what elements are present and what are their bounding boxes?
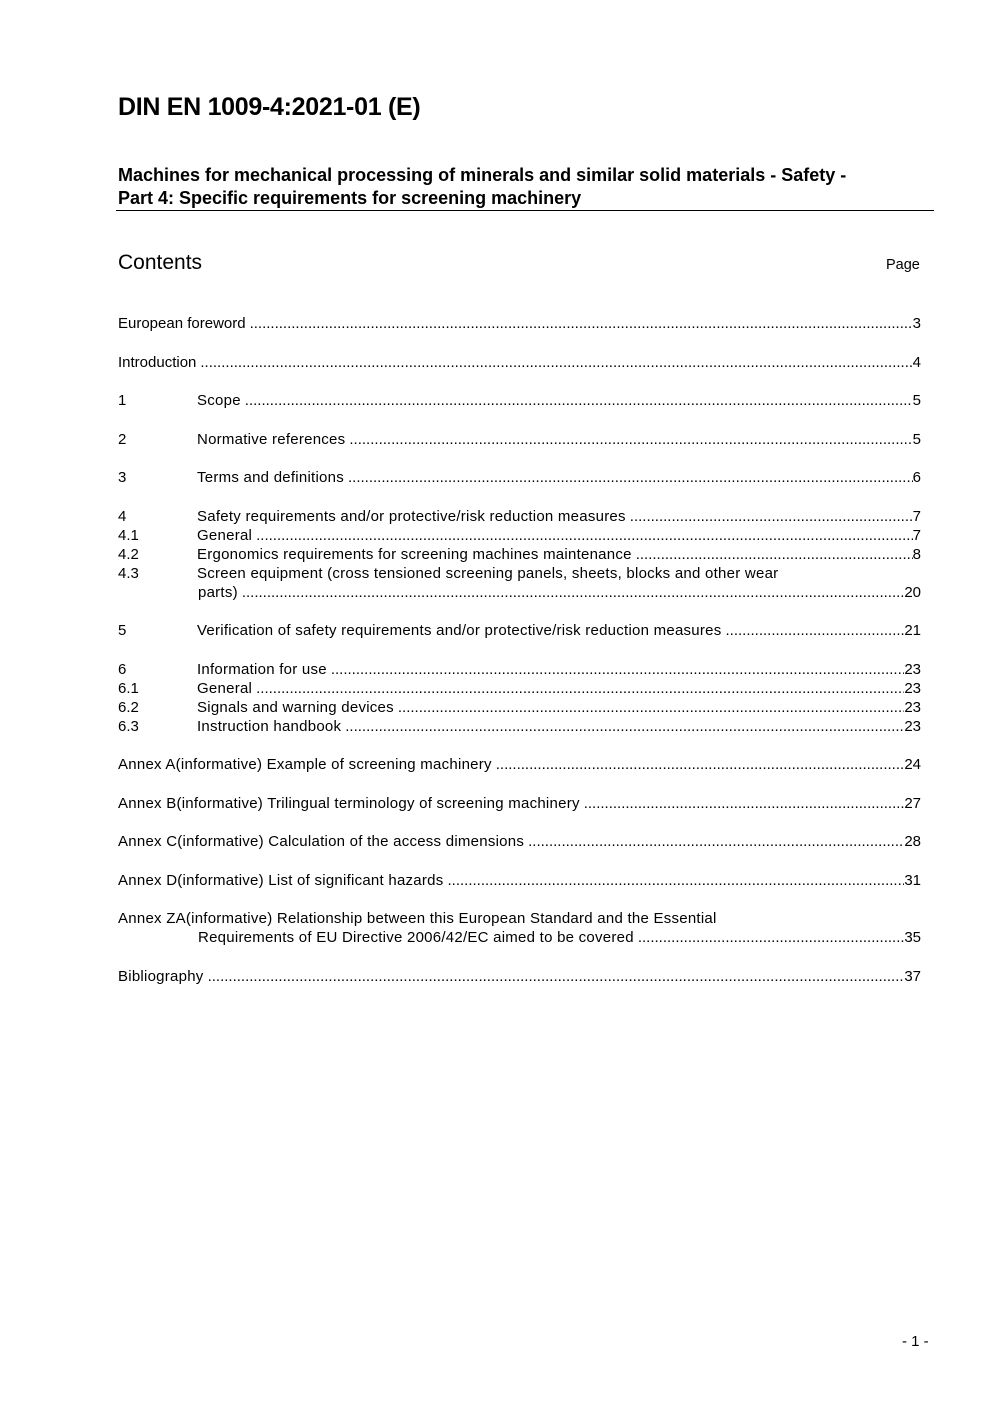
table-of-contents — [118, 314, 921, 986]
toc-number: 3 — [118, 469, 127, 486]
toc-entry-introduction[interactable] — [118, 353, 921, 372]
toc-page: 5 — [912, 430, 921, 448]
toc-leader-dots — [528, 832, 904, 851]
toc-leader-dots — [636, 545, 913, 564]
toc-entry-scope[interactable] — [118, 391, 921, 410]
toc-label: Verification of safety requirements and/or protective/risk reduction measures — [197, 622, 722, 639]
page-column-heading: Page — [886, 257, 920, 273]
toc-number: 4.1 — [118, 526, 139, 544]
toc-label: Terms and definitions — [197, 469, 344, 486]
toc-label-line-2: parts) — [198, 583, 238, 601]
toc-label-line-1: Screen equipment (cross tensioned screening panels, sheets, blocks and other wear — [197, 564, 779, 582]
toc-label: Annex C(informative) Calculation of the access dimensions — [118, 833, 525, 850]
toc-page: 8 — [912, 545, 921, 563]
toc-entry-annex-d[interactable] — [118, 871, 921, 890]
toc-number: 5 — [118, 622, 127, 639]
toc-number: 6.1 — [118, 679, 139, 697]
toc-number: 6.3 — [118, 717, 139, 735]
toc-label: Signals and warning devices — [197, 698, 394, 716]
toc-page: 23 — [904, 698, 921, 716]
toc-label: Annex D(informative) List of significant hazards — [118, 871, 444, 889]
toc-page: 6 — [912, 469, 921, 486]
title-line-1: Machines for mechanical processing of minerals and similar solid materials - Safety - — [118, 165, 847, 185]
toc-label-line-2: Requirements of EU Directive 2006/42/EC aimed to be covered — [198, 929, 634, 946]
toc-page: 20 — [904, 583, 921, 601]
toc-label: Annex A(informative) Example of screening machinery — [118, 756, 492, 773]
toc-label: Instruction handbook — [197, 717, 342, 735]
toc-leader-dots — [349, 430, 912, 449]
toc-entry-verification[interactable] — [118, 621, 921, 640]
toc-entry-information-for-use[interactable] — [118, 660, 921, 679]
toc-leader-dots — [256, 526, 913, 545]
toc-page: 28 — [904, 833, 921, 850]
toc-page: 21 — [904, 622, 921, 639]
page-number: - 1 - — [902, 1333, 929, 1350]
toc-leader-dots — [584, 794, 905, 813]
toc-entry-annex-b[interactable] — [118, 794, 921, 813]
toc-entry-normative-references[interactable] — [118, 430, 921, 449]
toc-page: 35 — [904, 929, 921, 946]
toc-entry-safety-requirements[interactable] — [118, 507, 921, 526]
toc-page: 24 — [904, 756, 921, 773]
toc-page: 23 — [904, 717, 921, 735]
title-underline — [116, 210, 934, 211]
toc-entry-instruction-handbook[interactable] — [118, 717, 921, 736]
toc-entry-screen-equipment[interactable] — [118, 564, 921, 602]
toc-entry-annex-a[interactable] — [118, 755, 921, 774]
toc-leader-dots — [726, 621, 905, 640]
document-title — [118, 164, 934, 210]
toc-label: Scope — [197, 392, 241, 409]
toc-page: 7 — [912, 526, 921, 544]
toc-page: 3 — [912, 315, 921, 332]
title-line-2: Part 4: Specific requirements for screening machinery — [118, 188, 582, 208]
toc-leader-dots — [398, 698, 904, 717]
toc-number: 4.3 — [118, 564, 139, 582]
toc-label: General — [197, 679, 253, 697]
contents-heading: Contents — [118, 251, 203, 274]
toc-entry-general-6-1[interactable] — [118, 679, 921, 698]
toc-leader-dots — [256, 679, 904, 698]
toc-label: Information for use — [197, 660, 327, 678]
toc-number: 6.2 — [118, 698, 139, 716]
toc-leader-dots — [245, 391, 913, 410]
toc-label: Bibliography — [118, 967, 204, 985]
toc-page: 23 — [904, 679, 921, 697]
toc-number: 1 — [118, 392, 127, 409]
toc-leader-dots — [200, 353, 912, 372]
document-id: DIN EN 1009-4:2021-01 (E) — [118, 93, 421, 121]
toc-label: General — [197, 526, 253, 544]
toc-entry-bibliography[interactable] — [118, 967, 921, 986]
toc-leader-dots — [208, 967, 905, 986]
toc-number: 4 — [118, 507, 127, 525]
toc-entry-terms-and-definitions[interactable] — [118, 468, 921, 487]
toc-page: 31 — [904, 871, 921, 889]
toc-label: Introduction — [118, 353, 197, 371]
toc-entry-european-foreword[interactable] — [118, 314, 921, 333]
toc-leader-dots — [242, 583, 904, 602]
toc-entry-ergonomics-requirements[interactable] — [118, 545, 921, 564]
toc-label: Ergonomics requirements for screening machines maintenance — [197, 545, 632, 563]
toc-entry-annex-za[interactable] — [118, 909, 921, 947]
toc-page: 7 — [912, 507, 921, 525]
toc-leader-dots — [630, 507, 913, 526]
toc-number: 4.2 — [118, 545, 139, 563]
toc-entry-general-4-1[interactable] — [118, 526, 921, 545]
toc-leader-dots — [447, 871, 904, 890]
toc-page: 37 — [904, 967, 921, 985]
toc-label: Normative references — [197, 430, 346, 448]
toc-leader-dots — [250, 314, 913, 333]
toc-leader-dots — [348, 468, 913, 487]
toc-number: 2 — [118, 430, 127, 448]
toc-page: 5 — [912, 392, 921, 409]
toc-entry-signals-and-warning-devices[interactable] — [118, 698, 921, 717]
toc-label: Safety requirements and/or protective/risk reduction measures — [197, 507, 626, 525]
toc-page: 4 — [912, 353, 921, 371]
toc-label: European foreword — [118, 315, 246, 332]
toc-page: 23 — [904, 660, 921, 678]
toc-label-line-1: Annex ZA(informative) Relationship between this European Standard and the Essential — [118, 910, 717, 927]
toc-entry-annex-c[interactable] — [118, 832, 921, 851]
toc-page: 27 — [904, 794, 921, 812]
toc-leader-dots — [345, 717, 904, 736]
toc-leader-dots — [496, 755, 905, 774]
toc-leader-dots — [638, 928, 905, 947]
toc-label: Annex B(informative) Trilingual terminology of screening machinery — [118, 794, 580, 812]
toc-number: 6 — [118, 660, 127, 678]
toc-leader-dots — [331, 660, 905, 679]
